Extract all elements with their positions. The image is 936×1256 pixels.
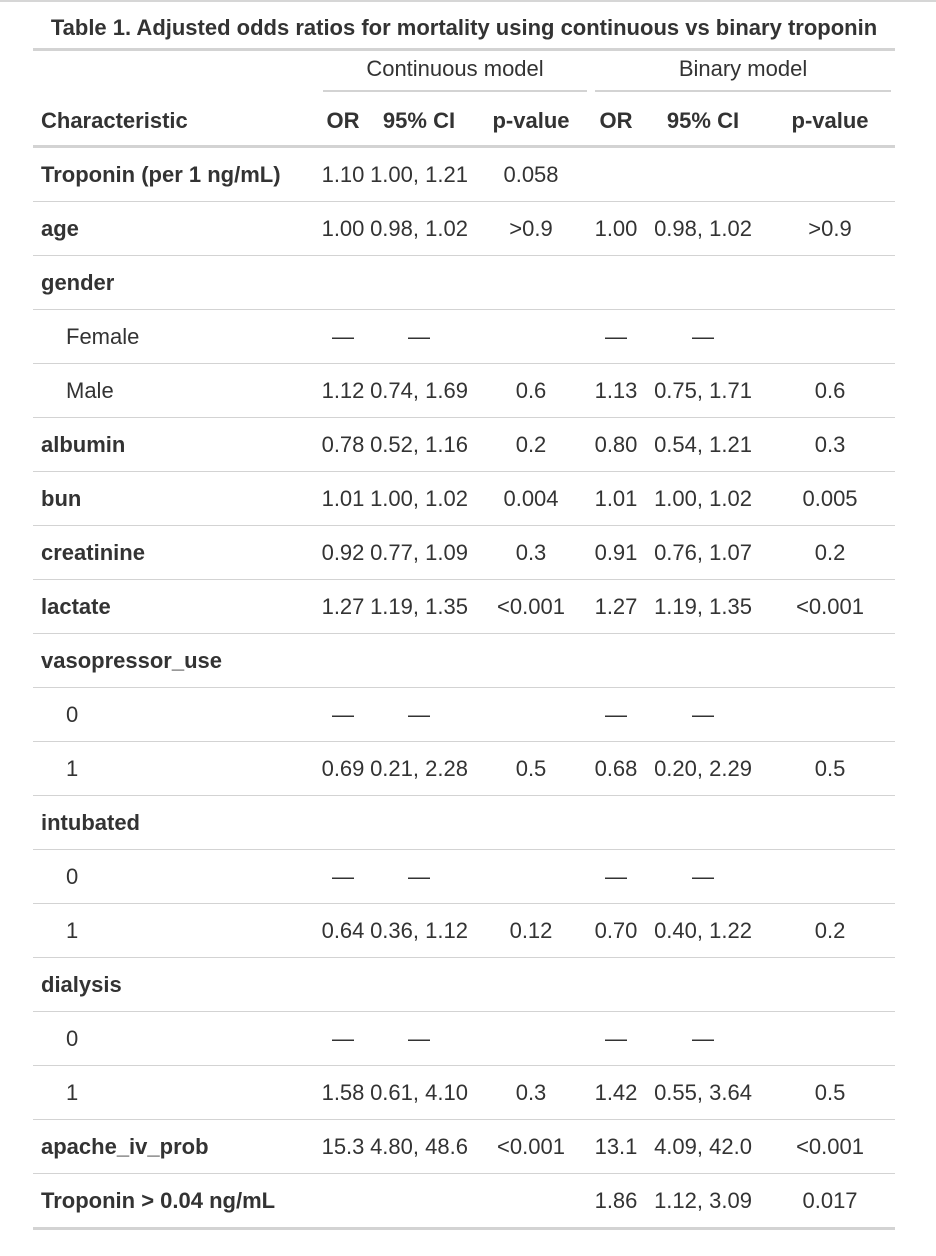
cell-ci-binary — [641, 796, 765, 850]
row-label: creatinine — [33, 526, 319, 580]
cell-or-continuous: 1.10 — [319, 147, 367, 202]
cell-ci-continuous: 0.36, 1.12 — [367, 904, 471, 958]
table-row — [33, 310, 895, 364]
cell-pvalue-binary: <0.001 — [765, 1120, 895, 1174]
cell-pvalue-binary: 0.2 — [765, 904, 895, 958]
cell-or-continuous: 1.27 — [319, 580, 367, 634]
spanner-binary — [591, 51, 895, 97]
cell-ci-continuous: — — [367, 1012, 471, 1066]
cell-ci-binary — [641, 634, 765, 688]
row-label: 1 — [33, 742, 319, 796]
cell-or-binary: 0.80 — [591, 418, 641, 472]
cell-or-continuous: — — [319, 688, 367, 742]
cell-ci-continuous: 0.61, 4.10 — [367, 1066, 471, 1120]
column-header-row — [33, 97, 895, 147]
cell-or-binary: — — [591, 1012, 641, 1066]
cell-or-continuous: 15.3 — [319, 1120, 367, 1174]
cell-ci-continuous: — — [367, 688, 471, 742]
cell-pvalue-continuous — [471, 796, 591, 850]
cell-or-continuous: — — [319, 850, 367, 904]
cell-or-continuous — [319, 1174, 367, 1229]
table-row — [33, 1120, 895, 1174]
cell-ci-binary: 0.76, 1.07 — [641, 526, 765, 580]
odds-ratio-table — [33, 51, 895, 1230]
cell-or-continuous — [319, 958, 367, 1012]
row-label: bun — [33, 472, 319, 526]
cell-or-binary — [591, 147, 641, 202]
cell-pvalue-binary — [765, 147, 895, 202]
row-label: Troponin (per 1 ng/mL) — [33, 147, 319, 202]
cell-ci-continuous — [367, 1174, 471, 1229]
cell-pvalue-binary — [765, 256, 895, 310]
cell-or-binary — [591, 796, 641, 850]
cell-pvalue-binary: 0.017 — [765, 1174, 895, 1229]
cell-pvalue-continuous: <0.001 — [471, 1120, 591, 1174]
table-row — [33, 580, 895, 634]
cell-ci-binary: 1.00, 1.02 — [641, 472, 765, 526]
cell-pvalue-binary — [765, 1012, 895, 1066]
cell-or-continuous: 1.12 — [319, 364, 367, 418]
row-label: Female — [33, 310, 319, 364]
cell-pvalue-binary — [765, 850, 895, 904]
table-row — [33, 634, 895, 688]
cell-or-binary: — — [591, 850, 641, 904]
cell-pvalue-binary: 0.005 — [765, 472, 895, 526]
table-row — [33, 688, 895, 742]
cell-ci-continuous: — — [367, 850, 471, 904]
table-body — [33, 147, 895, 1229]
table-row — [33, 526, 895, 580]
cell-or-continuous: 1.58 — [319, 1066, 367, 1120]
cell-or-continuous: 0.92 — [319, 526, 367, 580]
cell-pvalue-continuous: 0.004 — [471, 472, 591, 526]
cell-pvalue-binary — [765, 310, 895, 364]
cell-or-binary: 1.13 — [591, 364, 641, 418]
cell-ci-continuous: 0.74, 1.69 — [367, 364, 471, 418]
table-container — [33, 14, 895, 1230]
cell-pvalue-binary — [765, 688, 895, 742]
cell-ci-continuous: 0.21, 2.28 — [367, 742, 471, 796]
cell-or-binary: 1.00 — [591, 202, 641, 256]
cell-or-continuous: — — [319, 310, 367, 364]
cell-pvalue-continuous — [471, 958, 591, 1012]
cell-ci-binary: 1.19, 1.35 — [641, 580, 765, 634]
cell-or-continuous: 1.01 — [319, 472, 367, 526]
row-label: 0 — [33, 688, 319, 742]
cell-ci-binary: 0.98, 1.02 — [641, 202, 765, 256]
cell-pvalue-binary: 0.6 — [765, 364, 895, 418]
cell-ci-continuous — [367, 958, 471, 1012]
table-row — [33, 364, 895, 418]
cell-ci-continuous: 0.77, 1.09 — [367, 526, 471, 580]
row-label: apache_iv_prob — [33, 1120, 319, 1174]
cell-pvalue-binary: 0.5 — [765, 1066, 895, 1120]
cell-pvalue-continuous — [471, 688, 591, 742]
cell-ci-binary — [641, 958, 765, 1012]
cell-ci-binary: — — [641, 688, 765, 742]
cell-pvalue-continuous: 0.3 — [471, 1066, 591, 1120]
cell-or-continuous — [319, 256, 367, 310]
table-row — [33, 958, 895, 1012]
table-row — [33, 147, 895, 202]
cell-or-binary: 0.68 — [591, 742, 641, 796]
cell-or-binary: 1.86 — [591, 1174, 641, 1229]
table-row — [33, 472, 895, 526]
table-row — [33, 1174, 895, 1229]
cell-ci-continuous: 1.00, 1.21 — [367, 147, 471, 202]
row-label: albumin — [33, 418, 319, 472]
cell-ci-continuous: 1.19, 1.35 — [367, 580, 471, 634]
cell-ci-binary: 0.20, 2.29 — [641, 742, 765, 796]
cell-pvalue-continuous — [471, 1012, 591, 1066]
cell-pvalue-binary: <0.001 — [765, 580, 895, 634]
cell-pvalue-binary: >0.9 — [765, 202, 895, 256]
spanner-empty — [33, 51, 319, 97]
cell-ci-binary — [641, 147, 765, 202]
cell-pvalue-binary: 0.5 — [765, 742, 895, 796]
spanner-binary-label: Binary model — [595, 56, 891, 92]
table-row — [33, 1012, 895, 1066]
spanner-continuous — [319, 51, 591, 97]
cell-ci-binary: 0.54, 1.21 — [641, 418, 765, 472]
spanner-continuous-label: Continuous model — [323, 56, 587, 92]
column-header-or-binary: OR — [591, 97, 641, 147]
cell-or-binary: 13.1 — [591, 1120, 641, 1174]
cell-pvalue-continuous: 0.12 — [471, 904, 591, 958]
cell-or-binary: — — [591, 310, 641, 364]
row-label: vasopressor_use — [33, 634, 319, 688]
table-row — [33, 418, 895, 472]
row-label: intubated — [33, 796, 319, 850]
table-row — [33, 850, 895, 904]
spanner-header-row — [33, 51, 895, 97]
cell-ci-binary: 4.09, 42.0 — [641, 1120, 765, 1174]
row-label: Troponin > 0.04 ng/mL — [33, 1174, 319, 1229]
table-row — [33, 904, 895, 958]
cell-ci-continuous: — — [367, 310, 471, 364]
cell-or-binary: 1.27 — [591, 580, 641, 634]
cell-ci-continuous: 0.52, 1.16 — [367, 418, 471, 472]
table-row — [33, 742, 895, 796]
cell-pvalue-continuous: 0.6 — [471, 364, 591, 418]
cell-pvalue-binary — [765, 958, 895, 1012]
cell-ci-continuous: 1.00, 1.02 — [367, 472, 471, 526]
table-row — [33, 1066, 895, 1120]
cell-pvalue-continuous — [471, 256, 591, 310]
row-label: gender — [33, 256, 319, 310]
cell-pvalue-continuous — [471, 310, 591, 364]
cell-pvalue-binary: 0.2 — [765, 526, 895, 580]
row-label: lactate — [33, 580, 319, 634]
cell-or-binary: 1.42 — [591, 1066, 641, 1120]
cell-pvalue-continuous: 0.058 — [471, 147, 591, 202]
cell-ci-continuous: 4.80, 48.6 — [367, 1120, 471, 1174]
cell-ci-continuous — [367, 796, 471, 850]
row-label: 0 — [33, 1012, 319, 1066]
cell-ci-binary: 1.12, 3.09 — [641, 1174, 765, 1229]
cell-pvalue-continuous: <0.001 — [471, 580, 591, 634]
column-header-ci-continuous: 95% CI — [367, 97, 471, 147]
cell-ci-binary: 0.55, 3.64 — [641, 1066, 765, 1120]
row-label: dialysis — [33, 958, 319, 1012]
cell-or-continuous: 0.78 — [319, 418, 367, 472]
top-rule — [0, 0, 936, 2]
cell-pvalue-continuous — [471, 1174, 591, 1229]
column-header-pvalue-binary: p-value — [765, 97, 895, 147]
cell-pvalue-continuous — [471, 850, 591, 904]
cell-or-binary — [591, 958, 641, 1012]
cell-ci-continuous — [367, 256, 471, 310]
column-header-pvalue-continuous: p-value — [471, 97, 591, 147]
row-label: 1 — [33, 904, 319, 958]
cell-or-binary — [591, 634, 641, 688]
row-label: Male — [33, 364, 319, 418]
cell-or-continuous: 1.00 — [319, 202, 367, 256]
table-row — [33, 796, 895, 850]
cell-ci-binary: 0.40, 1.22 — [641, 904, 765, 958]
cell-or-binary: 0.70 — [591, 904, 641, 958]
cell-pvalue-continuous: 0.3 — [471, 526, 591, 580]
column-header-ci-binary: 95% CI — [641, 97, 765, 147]
cell-pvalue-continuous — [471, 634, 591, 688]
cell-or-continuous — [319, 796, 367, 850]
table-title: Table 1. Adjusted odds ratios for mortality using continuous vs binary troponin — [33, 14, 895, 51]
cell-or-binary — [591, 256, 641, 310]
cell-ci-binary: — — [641, 310, 765, 364]
row-label: 0 — [33, 850, 319, 904]
cell-pvalue-continuous: 0.5 — [471, 742, 591, 796]
cell-ci-continuous: 0.98, 1.02 — [367, 202, 471, 256]
cell-pvalue-continuous: >0.9 — [471, 202, 591, 256]
cell-ci-continuous — [367, 634, 471, 688]
cell-pvalue-binary — [765, 796, 895, 850]
table-row — [33, 256, 895, 310]
cell-pvalue-binary: 0.3 — [765, 418, 895, 472]
cell-ci-binary: — — [641, 1012, 765, 1066]
cell-or-continuous: 0.64 — [319, 904, 367, 958]
row-label: age — [33, 202, 319, 256]
cell-or-binary: 0.91 — [591, 526, 641, 580]
cell-or-continuous — [319, 634, 367, 688]
column-header-characteristic: Characteristic — [33, 97, 319, 147]
cell-or-binary: 1.01 — [591, 472, 641, 526]
cell-or-continuous: — — [319, 1012, 367, 1066]
cell-ci-binary — [641, 256, 765, 310]
cell-ci-binary: 0.75, 1.71 — [641, 364, 765, 418]
cell-or-binary: — — [591, 688, 641, 742]
table-row — [33, 202, 895, 256]
cell-ci-binary: — — [641, 850, 765, 904]
cell-pvalue-binary — [765, 634, 895, 688]
column-header-or-continuous: OR — [319, 97, 367, 147]
cell-or-continuous: 0.69 — [319, 742, 367, 796]
cell-pvalue-continuous: 0.2 — [471, 418, 591, 472]
row-label: 1 — [33, 1066, 319, 1120]
